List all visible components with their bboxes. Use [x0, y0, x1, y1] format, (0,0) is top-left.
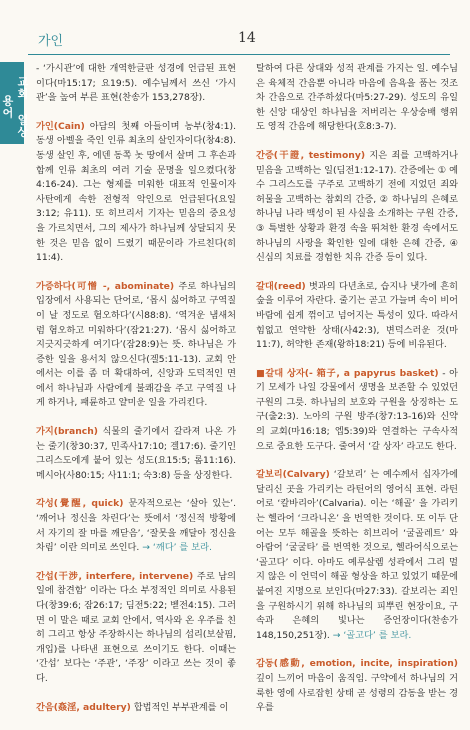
entry-headword: 가인(Cain) [36, 120, 85, 132]
category-side-tab [0, 62, 29, 144]
entry-headword: 간증(干證, testimony) [256, 149, 366, 161]
entry-inspiration: 감동(感動, emotion, incite, inspiration) 깊이 느끼어 마음이 움직임. 구약에서 하나님의 거룩한 영에 사로잡힌 상태 곧 성령의 감동을 받는 경우를 [256, 658, 458, 714]
right-column [256, 62, 458, 730]
entry-headword: 각성(覺醒, quick) [36, 498, 124, 510]
entry-headword: 가증하다(可憎 -, abominate) [36, 280, 175, 292]
side-tab-label: 교회 일상 용어 [1, 76, 29, 138]
page-number: 14 [238, 30, 256, 46]
left-column [36, 62, 236, 729]
cross-reference: → ‘골고다’ 를 보라. [329, 629, 412, 641]
entry-papyrus-basket: ■갈대 상자(- 箱子, a papyrus basket) - 아기 모세가 나일 강물에서 생명을 보존할 수 있었던 구원의 그릇. 하나님의 보호와 구원을 상징하는 도구(출2:3). 노아의 구원 방주(창7:13-16)와 신약의 교회(마16:18; 엡5:39)와 연결하는 구속사적으로 중요한 도구다. 줄여서 ‘갈 상자’ 라고도 한다. [256, 367, 458, 452]
entry-continued: - ‘가시관’에 대한 개역한글판 성경에 언급된 표현이다(마15:17; 요19:5). 예수님께서 쓰신 ‘가시관’을 높여 부른 표현(찬송가 153,278장). [36, 63, 236, 104]
entry-headword: 갈대(reed) [256, 280, 306, 292]
entry-headword: 간섭(干涉, interfere, intervene) [36, 570, 194, 582]
entry-headword: 가지(branch) [36, 426, 98, 438]
entry-testimony: 간증(干證, testimony) 지은 죄를 고백하거나 믿음을 고백하는 일(딤전1:12-17). 간증에는 ① 예수 그리스도를 구주로 고백하기 전에 지었던 죄와 허물을 고백하는 참회의 간증, ② 하나님의 은혜로 하나님 나라 백성이 된 사실을 소개하는 구원 간증, ③ 특별한 상황과 환경 속을 뛰쳐한 환경 속에서도 하나님의 사랑을 확인한 일에 대한 은혜 간증, ④ 신심의 치료를 경험한 치유 간증 등이 있다. [256, 149, 458, 264]
entry-interfere: 간섭(干涉, interfere, intervene) 주로 남의 일에 참견함’ 이라는 다소 부정적인 의미로 사용된다(창39:6; 잠26:17; 딤전5:22; 벧전4:15). 그러면 이 말은 때로 교회 안에서, 역사와 온 우주를 친히 그리고 항상 주장하시는 하나님의 섭리(보살핌, 개입)를 나타낸 표현으로 쓰이기도 한다. 이때는 ‘간섭’ 보다는 ‘주관’, ‘주장’ 이라고 쓰는 것이 좋다. [36, 570, 236, 684]
entry-continued: 탈하여 다른 상대와 성적 관계를 가지는 일. 예수님은 육체적 간음뿐 아니라 마음에 음욕을 품는 것조차 간음으로 간주하셨다(마5:27-29). 성도의 유일한 신앙 대상인 하나님을 저버리는 우상숭배 행위도 영적 간음에 해당한다(호8:3-7). [256, 63, 458, 133]
entry-headword: 갈보리(Calvary) [256, 469, 330, 481]
entry-adultery: 간음(姦淫, adultery) 합법적인 부부관계를 이 [36, 701, 229, 713]
entry-headword: ■갈대 상자(- 箱子, a papyrus basket) [256, 367, 439, 379]
entry-headword: 감동(感動, emotion, incite, inspiration) [256, 658, 458, 670]
entry-branch: 가지(branch) 식물의 줄기에서 갈라져 나온 가는 줄기(창30:37, 민족사17:10; 겔17:6). 줄기인 그리스도에게 붙어 있는 성도(요15:5; 롬11:16). 메시아(사80:15; 사11:1; 숙3:8) 등을 상징한다. [36, 426, 236, 481]
entry-headword: 간음(姦淫, adultery) [36, 701, 131, 713]
cross-reference: → ‘깨다’ 를 보라. [139, 542, 212, 554]
entry-quick: 각성(覺醒, quick) 문자적으로는 ‘살아 있는’. ‘깨어나 정신을 차린다’는 뜻에서 ‘정신적 방황에서 자기의 잘 마를 깨닫음’, ‘잘못을 깨달아 정신을 차림’ 이란 의미로 쓰인다. → ‘깨다’ 를 보라. [36, 498, 236, 554]
entry-reed: 갈대(reed) 볏과의 다년초로, 습지나 냇가에 흔히 숲을 이루어 자란다. 줄기는 곧고 가늘며 속이 비어 바람에 쉽게 꺾이고 넘어지는 특성이 있다. 따라서 힘없고 연약한 상태(사42:3), 변덕스러운 것(마11:7), 허약한 존재(왕하18:21) 등에 비유된다. [256, 280, 458, 351]
entry-abominate: 가증하다(可憎 -, abominate) 주로 하나님의 입장에서 사용되는 단어로, ‘몹시 싫어하고 구역질이 날 정도로 혐오하다’(시88:8). ‘역겨운 냄새처럼 혐오하고 미워하다’(잠21:27). ‘몹시 싫어하고 지긋지긋하게 여기다’(잠28:9)는 뜻. 하나님은 가증한 일을 용서치 않으신다(겔5:11-13). 교회 안에서는 이를 좀 더 확대하여, 신앙과 도덕적인 면에서 하나님과 사람에게 불쾌감을 주고 구역질 나게 하거나, 패륜하고 얄미운 일을 가리킨다. [36, 280, 237, 409]
entry-calvary: 갈보리(Calvary) ‘갈보리’ 는 예수께서 십자가에 달리신 곳을 가리키는 라틴어의 영어식 표현. 라틴어로 ‘칼바리아’(Calvaria). 이는 ‘해골’ 을 가리키는 헬라어 ‘크라니온’ 을 번역한 것이다. 또 이두 단어는 모두 해골을 뜻하는 히브리어 ‘굴골레트’ 와 아람어 ‘굴굴타’ 를 번역한 것으로, 헬라어식으로는 ‘골고다’ 이다. 아마도 예루살렘 성곽에서 그리 멀지 않은 이 언덕이 해골 형상을 하고 있었기 때문에 붙여진 지명으로 보인다(마27:33). 갈보리는 죄인을 구원하시기 위해 하나님의 피뿌린 현장이요, 구속과 은혜의 빛나는 증언장이다(찬송가 148,150,251장). → ‘골고다’ 를 보라. [256, 469, 458, 641]
section-header: 가인 [38, 34, 64, 49]
entry-cain: 가인(Cain) 아담의 첫째 아들이며 농부(창4:1). 동생 아벨을 죽인 인류 최초의 살인자이다(창4:8). 동생 살인 후, 에덴 동쪽 놋 땅에서 살며 그 후손과 함께 인류 최초의 여러 기술 문명을 일으켰다(창4:16-24). 그는 형제를 미워한 대표적 인물이자 사탄에게 속한 전형적 악인으로 언급된다(요일3:12; 유11). 또 히브리서 기자는 믿음의 중요성을 가르치면서, 그의 제사가 하나님께 상달되지 못한 것은 믿음 없이 드렸기 때문이라 가르친다(히11:4). [36, 120, 236, 264]
header-divider [28, 54, 450, 55]
